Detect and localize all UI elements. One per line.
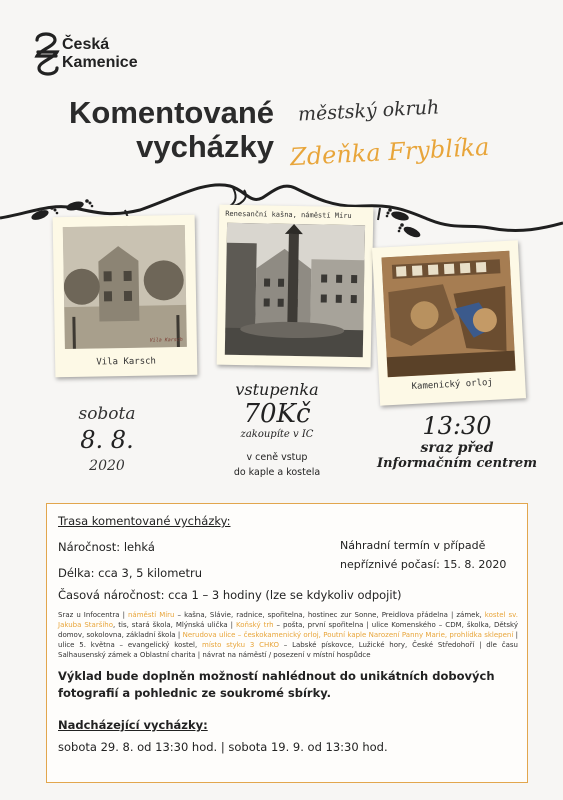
subtitle-line2: Zdeňka Fryblíka	[289, 132, 491, 172]
route-duration: Časová náročnost: cca 1 – 3 hodiny (lze se kdykoliv odpojit)	[58, 588, 402, 602]
date-day: sobota	[78, 404, 136, 424]
ticket-buy: zakoupíte v IC	[240, 429, 314, 440]
extra-info: Výklad bude doplněn možností nahlédnout do unikátních dobových fotografií a pohlednic ze soukromé sbírky.	[58, 669, 495, 700]
route-segment: kostel sv. Jakuba Staršího	[58, 611, 518, 629]
route-heading: Trasa komentované vycházky:	[58, 514, 231, 528]
date-block	[62, 404, 152, 474]
footprints-right-icon	[386, 208, 422, 239]
photo-kasna-caption: Renesanční kašna, náměstí Míru	[225, 209, 352, 220]
logo-line1: Česká	[62, 36, 110, 53]
logo-line2: Kamenice	[62, 54, 138, 71]
title-line1: Komentované	[69, 95, 274, 130]
photo-orloj	[372, 240, 526, 405]
route-segment: Nerudova ulice – českokamenický orloj, Poutní kaple Narození Panny Marie, prohlídka sklepení	[182, 631, 514, 639]
photo-vila-karsch-caption: Vila Karsch	[96, 356, 157, 368]
logo-text	[62, 36, 138, 72]
route-segment: Sraz u Infocentra |	[58, 611, 128, 619]
date-value: 8. 8.	[80, 426, 134, 454]
meeting-line2: Informačním centrem	[377, 456, 537, 471]
route-segment: Koňský trh	[236, 621, 274, 629]
upcoming-heading: Nadcházející vycházky:	[58, 718, 208, 732]
route-segment: | ulice 5. května – evangelický kostel,	[58, 631, 518, 649]
alternative-date	[340, 536, 510, 574]
route-segment: náměstí Míru	[127, 611, 175, 619]
ticket-price: 70Kč	[243, 399, 311, 429]
upcoming-dates: sobota 29. 8. od 13:30 hod. | sobota 19. 9. od 13:30 hod.	[58, 740, 388, 754]
date-year: 2020	[89, 458, 125, 474]
ticket-block	[222, 380, 332, 480]
meeting-time: 13:30	[422, 412, 492, 440]
alternative-date-line2: nepříznivé počasí: 15. 8. 2020	[340, 558, 507, 571]
alternative-date-line1: Náhradní termín v případě	[340, 539, 486, 552]
route-length: Délka: cca 3, 5 kilometru	[58, 566, 202, 580]
route-segment: místo styku 3 CHKO	[202, 641, 279, 649]
logo-icon	[34, 30, 60, 78]
route-segment: , tis, stará škola, Mlýnská ulička |	[113, 621, 237, 629]
photo-kasna-image	[225, 223, 365, 357]
photo-orloj-image	[381, 251, 515, 378]
photo-orloj-caption: Kamenický orloj	[411, 377, 494, 393]
photo-vila-karsch-image	[63, 225, 187, 349]
route-segment: – Labské pískovce, Lužické hory, České Středohoří | dle času Salhausenský zámek a Oblastní charita | návrat na náměstí / posezení v místní hospůdce	[58, 641, 518, 659]
route-stops	[58, 610, 518, 660]
meeting-block	[372, 412, 542, 471]
photo-kasna	[217, 205, 374, 368]
title-line2: vycházky	[136, 129, 274, 164]
page-title	[34, 96, 274, 164]
photo-inner-note: Vila Karsch	[149, 336, 183, 344]
photo-vila-karsch	[53, 215, 198, 377]
ticket-label: vstupenka	[235, 380, 319, 399]
route-segment: – kašna, Slávie, radnice, spořitelna, hostinec zur Sonne, Preidlova přádelna | zámek,	[174, 611, 485, 619]
route-segment: – pošta, první spořitelna | ulice Komenského – CDM, školka, Dětský domov, sokolovna, základní škola |	[58, 621, 518, 639]
ticket-included-2: do kaple a kostela	[233, 467, 321, 478]
meeting-line1: sraz před	[420, 440, 494, 456]
route-difficulty: Náročnost: lehká	[58, 540, 155, 554]
subtitle-line1: městský okruh	[297, 96, 440, 126]
ticket-included-1: v ceně vstup	[246, 452, 308, 463]
route-info-box	[46, 503, 528, 783]
